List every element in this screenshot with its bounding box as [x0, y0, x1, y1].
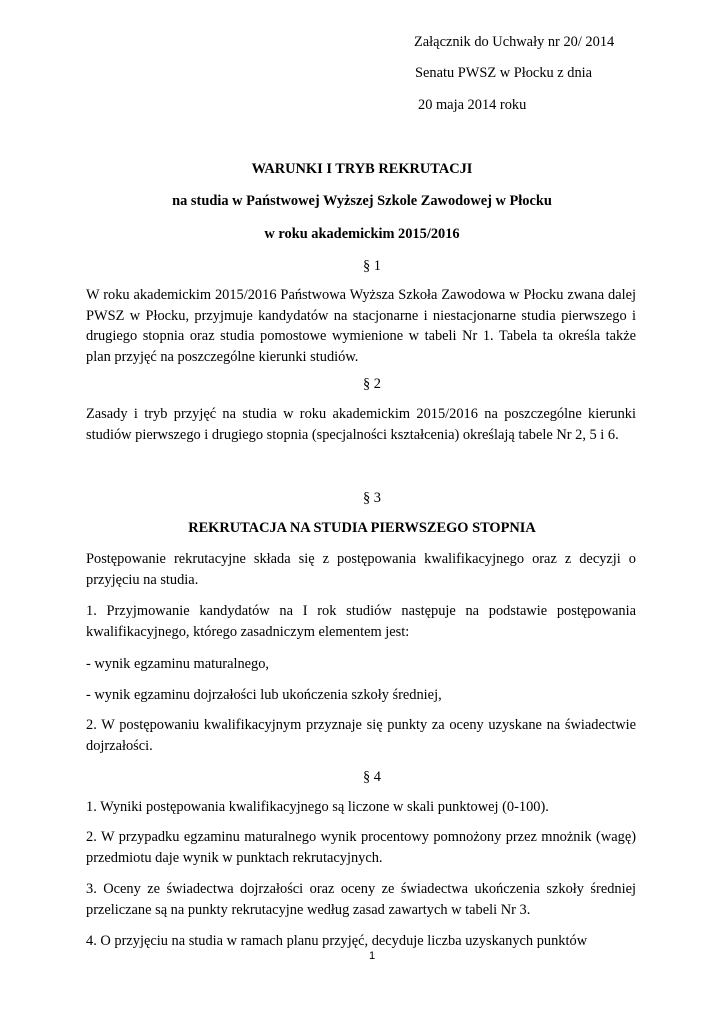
section-3-sign: § 3 — [363, 490, 381, 506]
attachment-header-line-2: Senatu PWSZ w Płocku z dnia — [415, 65, 593, 81]
section-1-sign: § 1 — [363, 258, 381, 274]
section-3-intro: Postępowanie rekrutacyjne składa się z postępowania kwalifikacyjnego oraz z decyzji o przyjęciu na studia. — [86, 551, 636, 588]
section-3-bullet-2: - wynik egzaminu dojrzałości lub ukończenia szkoły średniej, — [86, 687, 442, 703]
document-title: WARUNKI I TRYB REKRUTACJI — [251, 161, 473, 177]
section-4-item-3: 3. Oceny ze świadectwa dojrzałości oraz oceny ze świadectwa ukończenia szkoły średniej przeliczane są na punkty rekrutacyjne według zasad zawartych w tabeli Nr 3. — [86, 881, 636, 918]
section-3-item-2: 2. W postępowaniu kwalifikacyjnym przyznaje się punkty za oceny uzyskane na świadectwie dojrzałości. — [86, 717, 636, 754]
page-number: 1 — [368, 950, 376, 962]
document-academic-year: w roku akademickim 2015/2016 — [264, 226, 460, 242]
document-subtitle: na studia w Państwowej Wyższej Szkole Zawodowej w Płocku — [172, 193, 552, 209]
attachment-header-line-3: 20 maja 2014 roku — [418, 97, 527, 113]
section-4-sign: § 4 — [363, 769, 381, 785]
attachment-header-line-1: Załącznik do Uchwały nr 20/ 2014 — [414, 34, 615, 50]
section-2-sign: § 2 — [363, 376, 381, 392]
section-3-bullet-1: - wynik egzaminu maturalnego, — [86, 656, 270, 672]
section-4-item-2: 2. W przypadku egzaminu maturalnego wynik procentowy pomnożony przez mnożnik (wagę) przedmiotu daje wynik w punktach rekrutacyjnych. — [86, 829, 636, 866]
section-4-item-1: 1. Wyniki postępowania kwalifikacyjnego są liczone w skali punktowej (0-100). — [86, 799, 549, 815]
section-2-text: Zasady i tryb przyjęć na studia w roku akademickim 2015/2016 na poszczególne kierunki studiów pierwszego i drugiego stopnia (specjalności kształcenia) określają tabele Nr 2, 5 i 6. — [86, 406, 636, 443]
section-4-item-4: 4. O przyjęciu na studia w ramach planu przyjęć, decyduje liczba uzyskanych punktów — [86, 933, 588, 949]
section-1-text: W roku akademickim 2015/2016 Państwowa Wyższa Szkoła Zawodowa w Płocku zwana dalej PWSZ w Płocku, przyjmuje kandydatów na stacjonarne i niestacjonarne studia pierwszego i drugiego stopnia oraz studia pomostowe wymienione w tabeli Nr 1. Tabela ta określa także plan przyjęć na poszczególne kierunki studiów. — [86, 287, 636, 365]
section-3-heading: REKRUTACJA NA STUDIA PIERWSZEGO STOPNIA — [188, 520, 536, 536]
section-3-item-1: 1. Przyjmowanie kandydatów na I rok studiów następuje na podstawie postępowania kwalifikacyjnego, którego zasadniczym elementem jest: — [86, 603, 636, 640]
